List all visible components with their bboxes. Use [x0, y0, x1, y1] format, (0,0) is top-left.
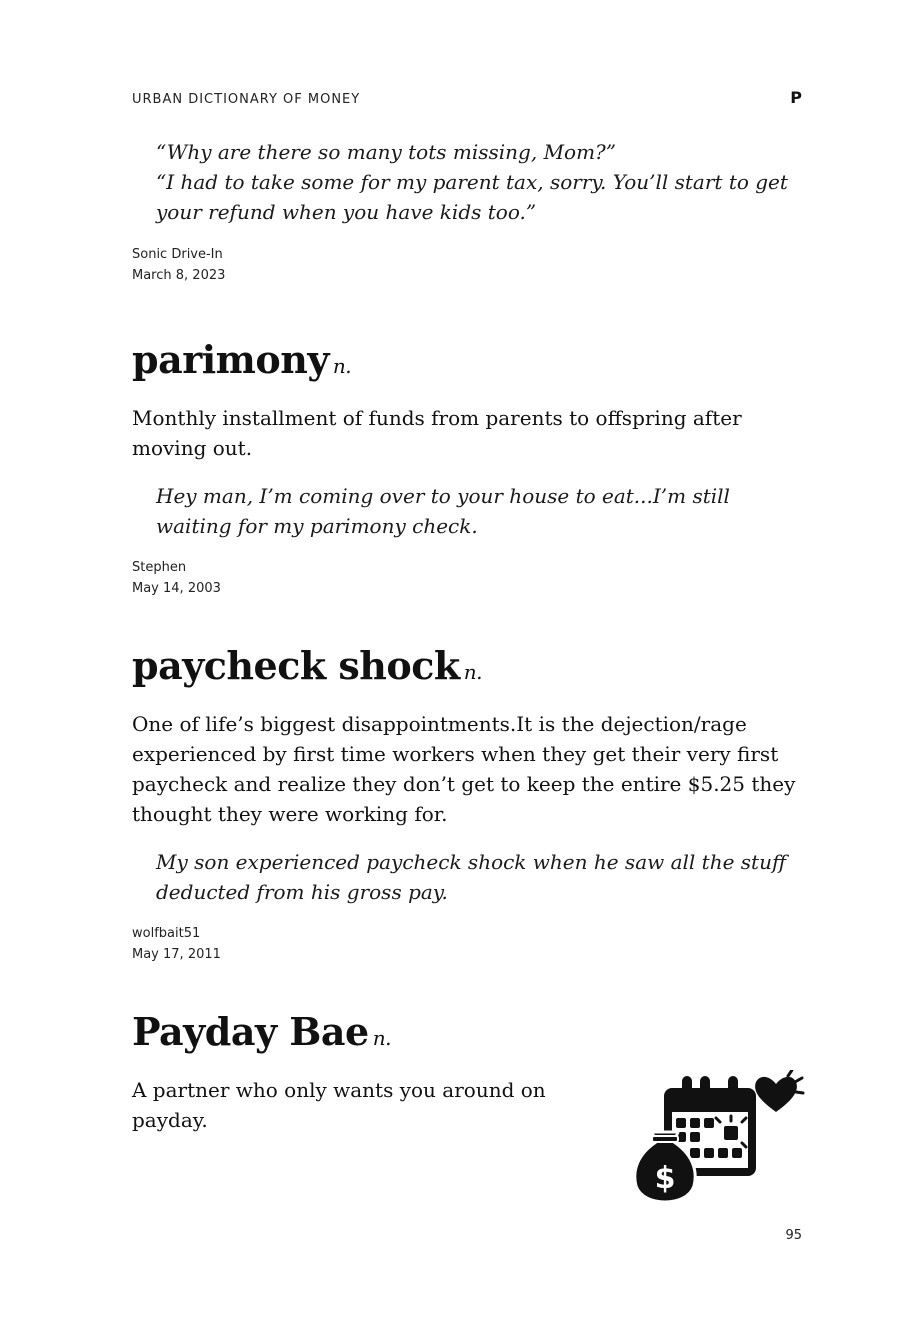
quote-line: “Why are there so many tots missing, Mom?” — [156, 140, 616, 164]
headword — [132, 643, 802, 695]
part-of-speech: n. — [463, 660, 482, 684]
date: March 8, 2023 — [132, 268, 226, 283]
book-title: URBAN DICTIONARY OF MONEY — [132, 92, 361, 107]
headword-text: paycheck shock — [132, 643, 460, 688]
date: May 17, 2011 — [132, 947, 221, 962]
headword — [132, 337, 802, 389]
carryover-entry — [132, 137, 802, 286]
running-head — [132, 88, 802, 107]
author: wolfbait51 — [132, 926, 201, 941]
definition: One of life’s biggest disappointments.It is the dejection/rage experienced by first time workers when they get their very first paycheck and realize they don’t get to keep the entire $5.25 they thought they were working for. — [132, 712, 796, 826]
author: Sonic Drive-In — [132, 247, 223, 262]
definition: A partner who only wants you around on payday. — [132, 1078, 546, 1132]
headword-text: parimony — [132, 337, 329, 382]
carryover-quote — [156, 137, 802, 227]
dollar-sign: $ — [654, 1161, 676, 1196]
section-letter: P — [790, 88, 802, 107]
example-quote — [156, 847, 802, 907]
example-text: Hey man, I’m coming over to your house to eat...I’m still waiting for my parimony check. — [156, 484, 730, 538]
money-bag-calendar-heart-icon — [630, 1070, 805, 1205]
byline — [132, 557, 802, 599]
example-text: My son experienced paycheck shock when he saw all the stuff deducted from his gross pay. — [156, 850, 787, 904]
byline — [132, 244, 802, 286]
headword-text: Payday Bae — [132, 1009, 369, 1054]
entry-parimony — [132, 337, 802, 599]
date: May 14, 2003 — [132, 581, 221, 596]
entry-paycheck-shock — [132, 643, 802, 965]
headword — [132, 1009, 802, 1061]
part-of-speech: n. — [332, 354, 352, 378]
page-number: 95 — [785, 1228, 802, 1243]
byline — [132, 923, 802, 965]
quote-line: “I had to take some for my parent tax, sorry. You’ll start to get your refund when you have kids too.” — [156, 170, 788, 224]
definition: Monthly installment of funds from parents to offspring after moving out. — [132, 406, 742, 460]
author: Stephen — [132, 560, 187, 575]
part-of-speech: n. — [372, 1026, 391, 1050]
example-quote — [156, 481, 802, 541]
